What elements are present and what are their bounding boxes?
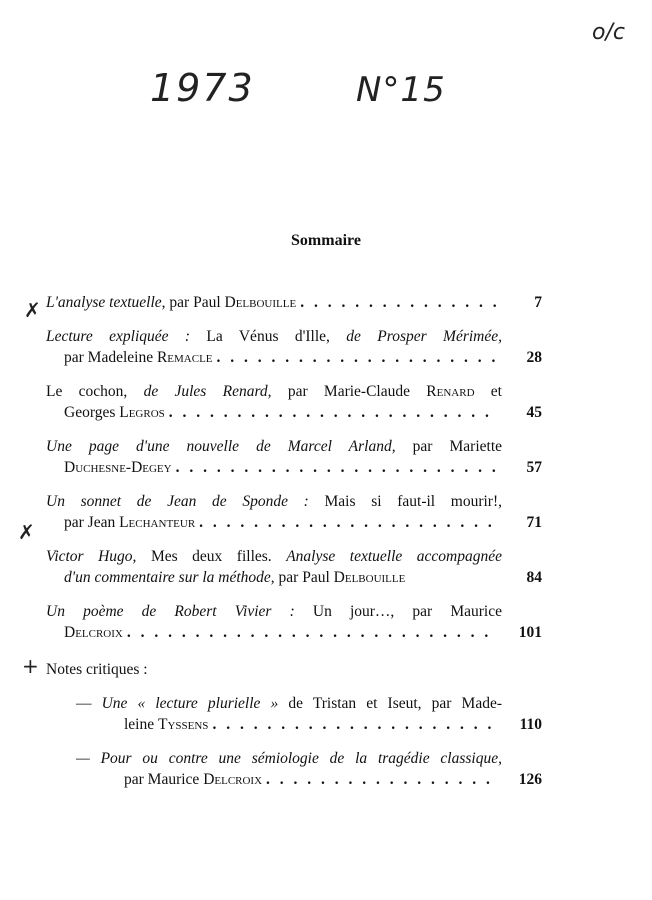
toc-entry-text: Une page d'une nouvelle de Marcel Arland, par Mariette: [46, 438, 502, 455]
toc-page-number: 101: [518, 624, 542, 641]
toc-page-number: 7: [534, 294, 542, 311]
toc-entry-text: L'analyse textuelle, par Paul Delbouille: [46, 294, 297, 311]
dot-leader: [266, 769, 498, 790]
toc-entry: [46, 436, 542, 478]
toc-entry-text: — Une « lecture plurielle » de Tristan et Iseut, par Made-: [76, 695, 502, 712]
handwritten-issue-number: N°15: [356, 70, 446, 110]
dot-leader: [169, 402, 498, 423]
dot-leader: [212, 714, 498, 735]
toc-entry: [46, 748, 542, 790]
toc-entry-text: leine Tyssens: [124, 716, 209, 733]
toc-page-number: 84: [526, 569, 542, 586]
dot-leader: [217, 347, 498, 368]
page-title: Sommaire: [291, 232, 361, 249]
dot-leader: [127, 622, 498, 643]
toc-entry: [46, 326, 542, 368]
toc-page-number: 28: [526, 349, 542, 366]
check-mark-icon: ✗: [18, 520, 35, 544]
cross-mark-icon: +: [22, 654, 39, 678]
toc-entry: [46, 381, 542, 423]
toc-entry: [46, 601, 542, 643]
toc-entry: [46, 693, 542, 735]
toc-page-number: 57: [526, 459, 542, 476]
toc-entry-text: — Pour ou contre une sémiologie de la tragédie classique,: [76, 750, 502, 767]
toc-entry-text: Victor Hugo, Mes deux filles. Analyse textuelle accompagnée: [46, 548, 502, 565]
toc-entry: [46, 292, 542, 313]
toc-page-number: 45: [526, 404, 542, 421]
dot-leader: [199, 512, 498, 533]
toc-page-number: 71: [526, 514, 542, 531]
toc-entry-text: par Madeleine Remacle: [64, 349, 213, 366]
handwritten-corner-note: o/c: [592, 20, 625, 45]
toc-line: [46, 292, 542, 313]
dot-leader: [300, 292, 498, 313]
toc-entry-text: par Jean Lechanteur: [64, 514, 196, 531]
table-of-contents: [46, 292, 542, 803]
toc-page-number: 126: [518, 771, 542, 788]
toc-entry-text: d'un commentaire sur la méthode, par Paul Delbouille: [64, 569, 406, 586]
toc-page-number: 110: [519, 716, 542, 733]
check-mark-icon: ✗: [24, 298, 41, 322]
toc-entry-text: Lecture expliquée : La Vénus d'Ille, de Prosper Mérimée,: [46, 328, 502, 345]
toc-entry-text: Georges Legros: [64, 404, 165, 421]
toc-entry-text: par Maurice Delcroix: [124, 771, 263, 788]
toc-entry: [46, 491, 542, 533]
toc-entry-text: Le cochon, de Jules Renard, par Marie-Claude Renard et: [46, 383, 502, 400]
toc-entry-text: Un sonnet de Jean de Sponde : Mais si faut-il mourir!,: [46, 493, 502, 510]
toc-entry-text: Duchesne-Degey: [64, 459, 172, 476]
notes-heading: Notes critiques :: [46, 661, 148, 678]
dot-leader: [176, 457, 498, 478]
toc-entry-text: Delcroix: [64, 624, 123, 641]
handwritten-year: 1973: [150, 66, 255, 110]
toc-entry-text: Un poème de Robert Vivier : Un jour…, par Maurice: [46, 603, 502, 620]
toc-entry: [46, 546, 542, 588]
